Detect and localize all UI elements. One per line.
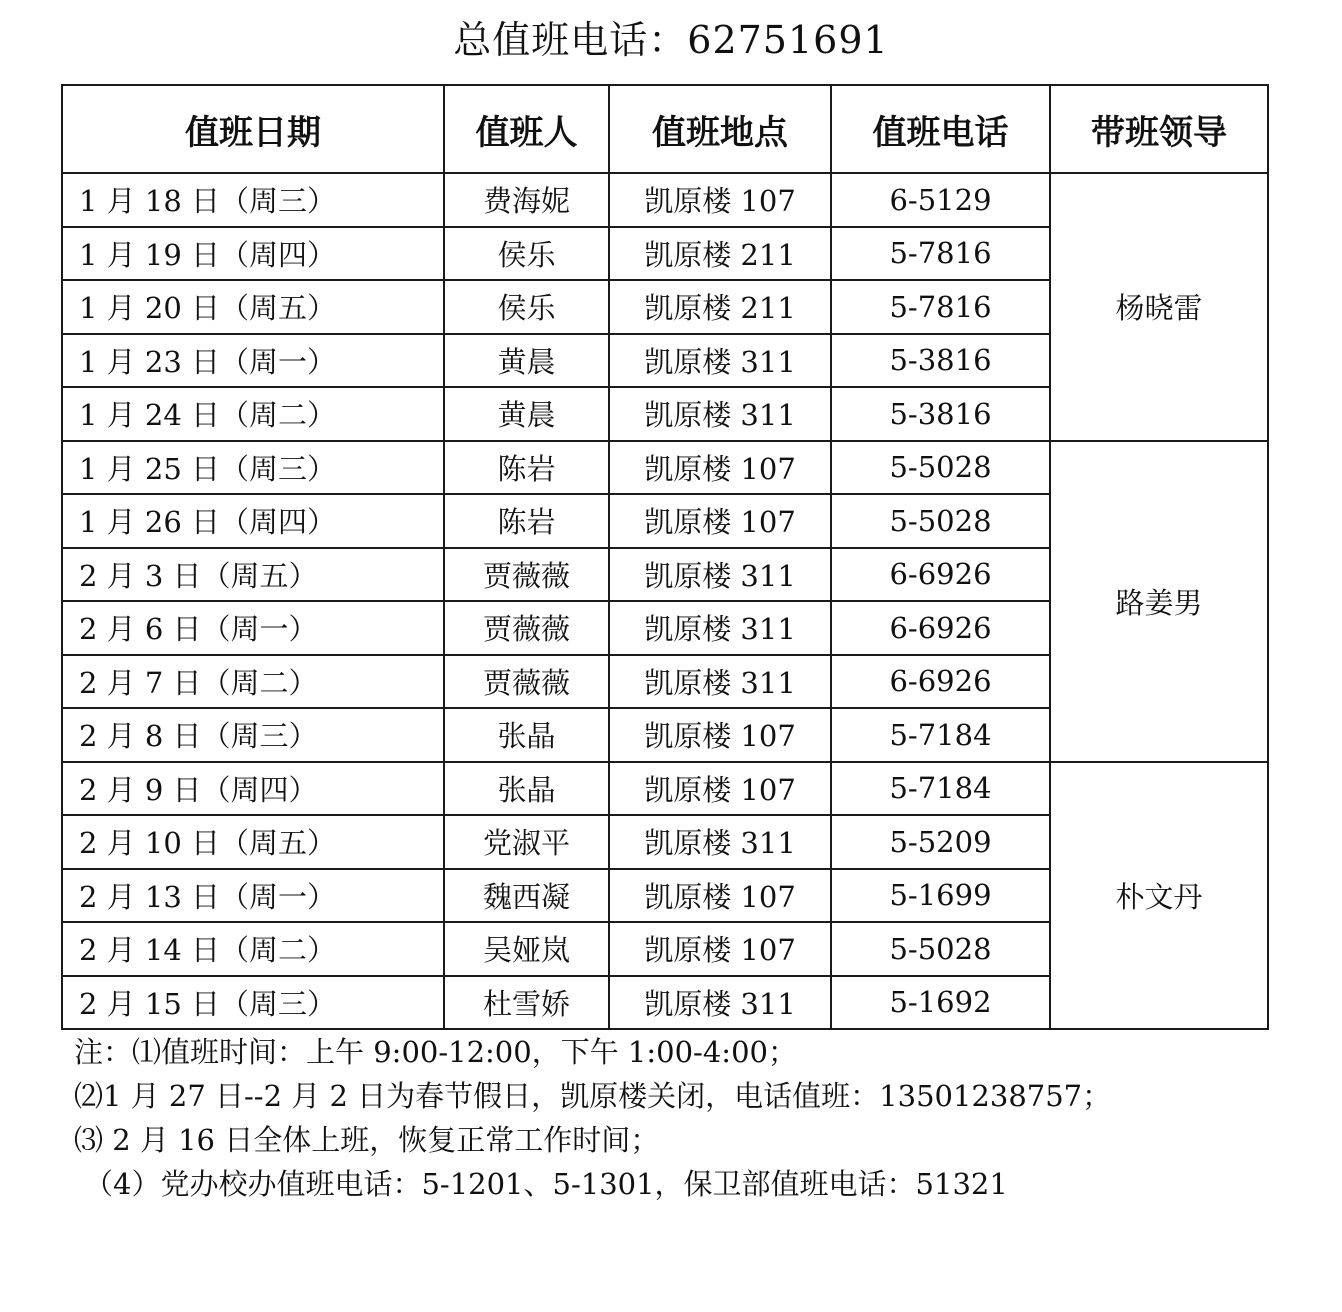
table-row	[62, 762, 1268, 816]
duty-phone: 6-6926	[831, 601, 1050, 655]
duty-phone: 5-5028	[831, 441, 1050, 495]
duty-location: 凯原楼 311	[609, 815, 831, 869]
duty-person: 侯乐	[444, 227, 609, 281]
duty-person: 黄晨	[444, 387, 609, 441]
duty-person: 费海妮	[444, 173, 609, 227]
duty-date: 1 月 18 日（周三）	[62, 173, 444, 227]
duty-location: 凯原楼 311	[609, 387, 831, 441]
header-person: 值班人	[444, 85, 609, 173]
page-title: 总值班电话：62751691	[453, 18, 889, 62]
duty-person: 张晶	[444, 762, 609, 816]
duty-phone: 5-5209	[831, 815, 1050, 869]
duty-phone: 6-6926	[831, 548, 1050, 602]
duty-phone: 5-5028	[831, 922, 1050, 976]
duty-phone: 5-7184	[831, 762, 1050, 816]
duty-date: 1 月 26 日（周四）	[62, 494, 444, 548]
duty-person: 陈岩	[444, 494, 609, 548]
duty-location: 凯原楼 311	[609, 548, 831, 602]
note-line: 注：⑴值班时间：上午 9:00-12:00，下午 1:00-4:00；	[74, 1035, 797, 1069]
header-leader: 带班领导	[1050, 85, 1268, 173]
table-row	[62, 173, 1268, 227]
leader-cell: 朴文丹	[1050, 762, 1268, 1030]
duty-date: 1 月 20 日（周五）	[62, 280, 444, 334]
duty-person: 侯乐	[444, 280, 609, 334]
note-line: （4）党办校办值班电话：5-1201、5-1301，保卫部值班电话：51321	[84, 1167, 1008, 1201]
duty-date: 2 月 3 日（周五）	[62, 548, 444, 602]
duty-date: 2 月 15 日（周三）	[62, 976, 444, 1030]
duty-date: 1 月 25 日（周三）	[62, 441, 444, 495]
duty-person: 党淑平	[444, 815, 609, 869]
duty-person: 陈岩	[444, 441, 609, 495]
duty-location: 凯原楼 311	[609, 655, 831, 709]
duty-person: 贾薇薇	[444, 655, 609, 709]
duty-location: 凯原楼 107	[609, 922, 831, 976]
duty-phone: 6-5129	[831, 173, 1050, 227]
duty-phone: 5-3816	[831, 334, 1050, 388]
note-line: ⑶ 2 月 16 日全体上班，恢复正常工作时间；	[74, 1123, 660, 1157]
header-phone: 值班电话	[831, 85, 1050, 173]
duty-date: 2 月 13 日（周一）	[62, 869, 444, 923]
duty-phone: 5-3816	[831, 387, 1050, 441]
duty-date: 1 月 19 日（周四）	[62, 227, 444, 281]
header-location: 值班地点	[609, 85, 831, 173]
duty-phone: 6-6926	[831, 655, 1050, 709]
duty-location: 凯原楼 107	[609, 708, 831, 762]
duty-date: 2 月 8 日（周三）	[62, 708, 444, 762]
duty-person: 贾薇薇	[444, 601, 609, 655]
duty-person: 黄晨	[444, 334, 609, 388]
notes-section	[74, 1030, 1314, 1206]
duty-location: 凯原楼 311	[609, 334, 831, 388]
duty-date: 2 月 7 日（周二）	[62, 655, 444, 709]
duty-phone: 5-1692	[831, 976, 1050, 1030]
duty-date: 2 月 14 日（周二）	[62, 922, 444, 976]
duty-location: 凯原楼 211	[609, 227, 831, 281]
header-date: 值班日期	[62, 85, 444, 173]
duty-location: 凯原楼 107	[609, 762, 831, 816]
duty-phone: 5-1699	[831, 869, 1050, 923]
duty-phone: 5-7816	[831, 227, 1050, 281]
duty-date: 2 月 9 日（周四）	[62, 762, 444, 816]
duty-date: 2 月 10 日（周五）	[62, 815, 444, 869]
duty-date: 1 月 24 日（周二）	[62, 387, 444, 441]
duty-location: 凯原楼 107	[609, 869, 831, 923]
duty-phone: 5-5028	[831, 494, 1050, 548]
duty-person: 魏西凝	[444, 869, 609, 923]
leader-cell: 路姜男	[1050, 441, 1268, 762]
duty-location: 凯原楼 107	[609, 494, 831, 548]
duty-location: 凯原楼 311	[609, 601, 831, 655]
note-line: ⑵1 月 27 日--2 月 2 日为春节假日，凯原楼关闭，电话值班：13501238757；	[74, 1079, 1112, 1113]
leader-cell: 杨晓雷	[1050, 173, 1268, 441]
duty-phone: 5-7184	[831, 708, 1050, 762]
header-row	[62, 85, 1268, 173]
duty-date: 1 月 23 日（周一）	[62, 334, 444, 388]
duty-phone: 5-7816	[831, 280, 1050, 334]
duty-location: 凯原楼 107	[609, 173, 831, 227]
duty-person: 贾薇薇	[444, 548, 609, 602]
duty-person: 吴娅岚	[444, 922, 609, 976]
duty-location: 凯原楼 211	[609, 280, 831, 334]
duty-table	[61, 84, 1269, 1030]
table-row	[62, 441, 1268, 495]
duty-date: 2 月 6 日（周一）	[62, 601, 444, 655]
duty-person: 杜雪娇	[444, 976, 609, 1030]
duty-person: 张晶	[444, 708, 609, 762]
duty-location: 凯原楼 311	[609, 976, 831, 1030]
duty-location: 凯原楼 107	[609, 441, 831, 495]
